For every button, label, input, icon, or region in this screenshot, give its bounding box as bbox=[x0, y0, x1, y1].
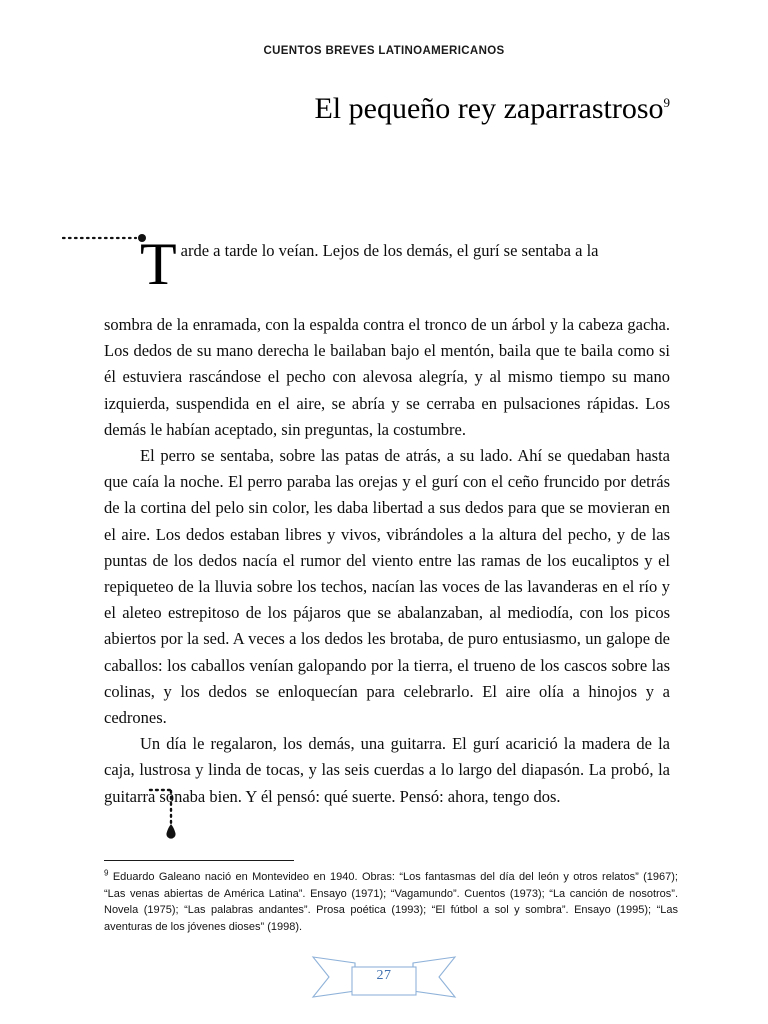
title-block bbox=[104, 93, 670, 125]
paragraph-1 bbox=[104, 231, 670, 297]
page-title bbox=[104, 93, 670, 125]
page-title-text: El pequeño rey zaparrastroso bbox=[314, 92, 664, 125]
dotted-corner-icon bbox=[148, 786, 188, 842]
drop-cap: T bbox=[140, 231, 177, 297]
body-text-column bbox=[104, 231, 670, 810]
paragraph-1-first-line: arde a tarde lo veían. Lejos de los demás, el gurí se sentaba a la bbox=[180, 241, 599, 260]
page-number: 27 bbox=[376, 968, 392, 983]
footnote-text: Eduardo Galeano nació en Montevideo en 1940. Obras: “Los fantasmas del día del león y otros relatos” (1967); “Las venas abiertas de América Latina”. Ensayo (1971); “Vagamundo”. Cuentos (1973); “La canción de nosotros”. Novela (1975); “Las palabras andantes”. Prosa poética (1993); “El fútbol a sol y sombra”. Ensayo (1995); “Las aventuras de los jóvenes dioses” (1998). bbox=[104, 871, 678, 933]
footnote-separator bbox=[104, 860, 294, 861]
paragraph-spacer bbox=[104, 294, 670, 312]
title-footnote-marker: 9 bbox=[663, 95, 670, 110]
paragraph-3: Un día le regalaron, los demás, una guitarra. El gurí acarició la madera de la caja, lustrosa y linda de tocas, y las seis cuerdas a lo largo del diapasón. La probó, la guitarra sonaba bien. Y él pensó: qué suerte. Pensó: ahora, tengo dos. bbox=[104, 734, 670, 806]
running-header: CUENTOS BREVES LATINOAMERICANOS bbox=[263, 45, 505, 57]
paragraph-2: El perro se sentaba, sobre las patas de atrás, a su lado. Ahí se quedaban hasta que caía la noche. El perro paraba las orejas y el gurí con el ceño fruncido por detrás de la cortina del pelo sin color, les daba libertad a sus dedos para que se movieran en el aire. Los dedos estaban libres y vivos, vibrándoles a la altura del pecho, y de las puntas de los dedos nacía el rumor del viento entre las ramas de los eucaliptos y el repiqueteo de la lluvia sobre los techos, nacían las voces de las lavanderas en el río y el aleteo estrepitoso de los pájaros que se abalanzaban, al mediodía, con los picos abiertos por la sed. A veces a los dedos les brotaba, de puro entusiasmo, un galope de caballos: los caballos venían galopando por la tierra, el trueno de los cascos sobre las colinas, y los dedos se enloquecían para celebrarlo. El aire olía a hinojos y a cedrones. bbox=[104, 446, 670, 728]
end-of-story-ornament bbox=[148, 786, 188, 842]
paragraph-1-continued: sombra de la enramada, con la espalda contra el tronco de un árbol y la cabeza gacha. Los dedos de su mano derecha le bailaban bajo el mentón, baila que te baila como si él estuviera rascándose el pecho con alevosa alegría, y al mismo tiempo su mano izquierda, suspendida en el aire, se abría y se cerraba en pulsaciones rápidas. Los demás le habían aceptado, sin preguntas, la costumbre. bbox=[104, 315, 670, 439]
footnote-marker: 9 bbox=[104, 868, 109, 878]
footnote bbox=[104, 869, 678, 935]
